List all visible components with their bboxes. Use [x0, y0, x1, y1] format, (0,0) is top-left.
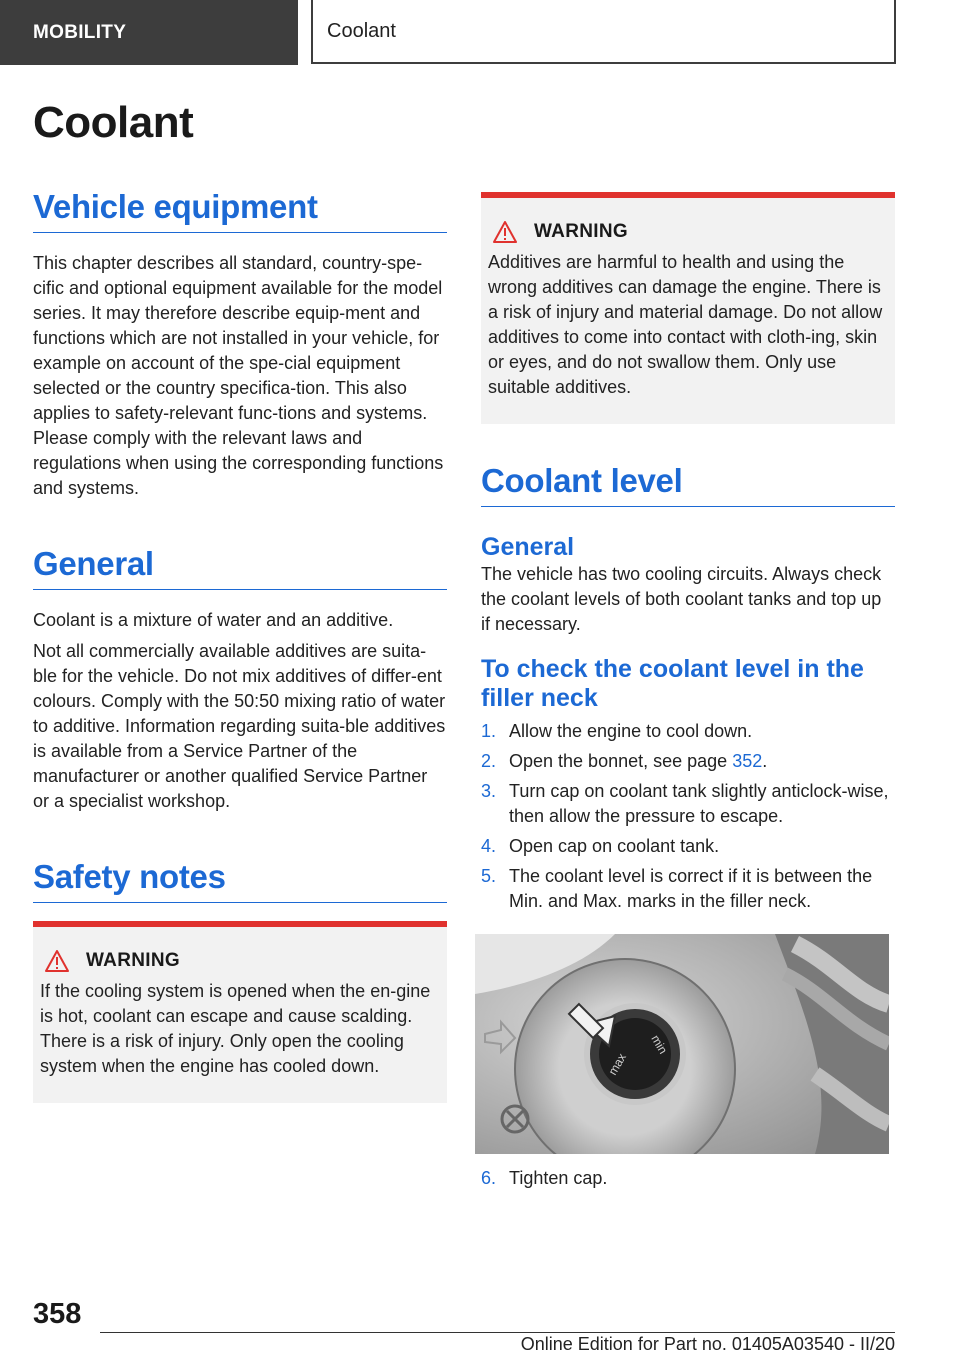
list-item: 3. Turn cap on coolant tank slightly anticlock-wise, then allow the pressure to escape. [481, 781, 889, 826]
warning-text: If the cooling system is opened when the en-gine is hot, coolant can escape and cause scalding. There is a risk of injury. Only open the cooling system when the engine has cooled down. [40, 981, 431, 1076]
edition-note: Online Edition for Part no. 01405A03540 - II/20 [520, 1334, 895, 1354]
page-link-352[interactable]: 352 [732, 751, 763, 771]
right-column [481, 192, 895, 1191]
chapter-tab: Coolant [311, 0, 896, 64]
warning-box-additives [481, 192, 895, 424]
list-item: 4. Open cap on coolant tank. [481, 836, 720, 856]
page-number: 358 [33, 1298, 82, 1330]
heading-vehicle-equipment: Vehicle equipment [33, 188, 447, 233]
coolant-cap-illustration [475, 934, 889, 1154]
warning-box-hot-engine [33, 921, 447, 1103]
warning-text: Additives are harmful to health and using the wrong additives can damage the engine. There is a risk of injury and material damage. Do not allow additives to come into contact with cloth-ing, skin or eyes, and do not swallow them. Only use suitable additives. [488, 252, 883, 397]
warning-triangle-icon [44, 949, 70, 973]
page-title: Coolant [33, 98, 194, 147]
warning-triangle-icon [492, 220, 518, 244]
list-item: 5. The coolant level is correct if it is between the Min. and Max. marks in the filler neck. [481, 866, 873, 911]
subheading-general: General [481, 533, 575, 561]
list-item: 2. Open the bonnet, see page 352. [481, 751, 768, 771]
steps-list [481, 719, 895, 914]
vehicle-equipment-text: This chapter describes all standard, country-spe-cific and optional equipment available for the model series. It may therefore describe equip-ment and functions which are not installed in your vehicle, for example on account of the spe-cial equipment selected or the country specifica-tion. This also applies to safety-relevant func-tions and systems. Please comply with the relevant laws and regulations when using the corresponding functions and systems. [33, 253, 444, 498]
general-text-2: Not all commercially available additives are suita-ble for the vehicle. Do not mix additives of differ-ent colours. Comply with the 50:50 mixing ratio of water to additive. Information regarding suita-ble additives is available from a Service Partner of the manufacturer or another qualified Service Partner or a specialist workshop. [33, 641, 446, 811]
steps-list-continued [481, 1166, 895, 1191]
warning-label: WARNING [534, 221, 628, 242]
max-label: max [605, 1050, 629, 1078]
warning-label: WARNING [86, 950, 180, 971]
subheading-check-filler-neck: To check the coolant level in the filler neck [481, 655, 864, 712]
coolant-tank-photo [475, 934, 889, 1154]
left-column [33, 188, 447, 1103]
heading-coolant-level: Coolant level [481, 462, 895, 507]
list-item: 1. Allow the engine to cool down. [481, 721, 753, 741]
section-tab: MOBILITY [0, 0, 298, 65]
coolant-general-text: The vehicle has two cooling circuits. Always check the coolant levels of both coolant tanks and top up if necessary. [481, 564, 882, 634]
general-text-1: Coolant is a mixture of water and an additive. [33, 610, 394, 630]
list-item: 6. Tighten cap. [481, 1168, 608, 1188]
page-header [0, 0, 960, 66]
footer-divider [100, 1332, 895, 1333]
heading-general: General [33, 545, 447, 590]
min-label: min [648, 1032, 671, 1057]
heading-safety-notes: Safety notes [33, 858, 447, 903]
